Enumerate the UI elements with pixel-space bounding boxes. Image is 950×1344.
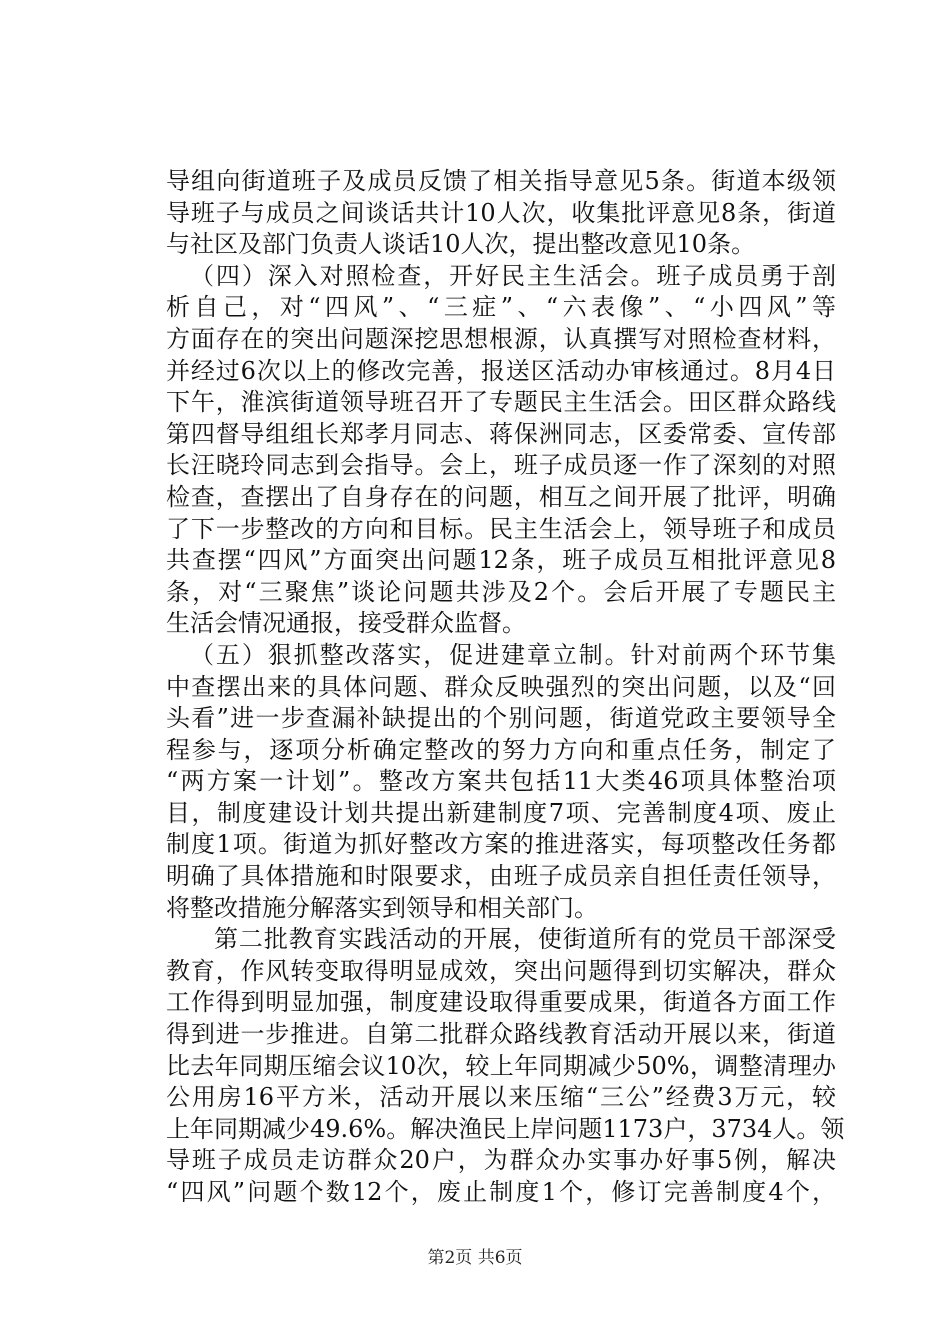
text-line: 制度1项。街道为抓好整改方案的推进落实，每项整改任务都 xyxy=(166,830,836,859)
text-line: 析自己，对“四风”、“三症”、“六表像”、“小四风”等 xyxy=(166,293,836,322)
text-line: 中查摆出来的具体问题、群众反映强烈的突出问题，以及“回 xyxy=(166,672,836,701)
text-line: 了下一步整改的方向和目标。民主生活会上，领导班子和成员 xyxy=(166,514,836,543)
text-line: “两方案一计划”。整改方案共包括11大类46项具体整治项 xyxy=(166,767,836,796)
text-line: 目，制度建设计划共提出新建制度7项、完善制度4项、废止 xyxy=(166,798,836,827)
text-line: （五）狠抓整改落实，促进建章立制。针对前两个环节集 xyxy=(190,640,836,669)
text-line: 方面存在的突出问题深挖思想根源，认真撰写对照检查材料， xyxy=(166,324,836,353)
text-line: 长汪晓玲同志到会指导。会上，班子成员逐一作了深刻的对照 xyxy=(166,451,836,480)
text-line: 第四督导组组长郑孝月同志、蒋保洲同志，区委常委、宣传部 xyxy=(166,419,836,448)
text-line: 教育，作风转变取得明显成效，突出问题得到切实解决，群众 xyxy=(166,956,836,985)
text-line: 导班子与成员之间谈话共计10人次，收集批评意见8条，街道 xyxy=(166,198,836,227)
text-line: 条，对“三聚焦”谈论问题共涉及2个。会后开展了专题民主 xyxy=(166,577,836,606)
text-line: 得到进一步推进。自第二批群众路线教育活动开展以来，街道 xyxy=(166,1020,836,1049)
text-line: 将整改措施分解落实到领导和相关部门。 xyxy=(166,893,598,922)
text-line: 头看”进一步查漏补缺提出的个别问题，街道党政主要领导全 xyxy=(166,704,836,733)
text-line: 工作得到明显加强，制度建设取得重要成果，街道各方面工作 xyxy=(166,988,836,1017)
text-line: 公用房16平方米，活动开展以来压缩“三公”经费3万元，较 xyxy=(166,1083,836,1112)
text-line: 程参与，逐项分析确定整改的努力方向和重点任务，制定了 xyxy=(166,735,836,764)
text-line: 并经过6次以上的修改完善，报送区活动办审核通过。8月4日 xyxy=(166,356,836,385)
text-line: （四）深入对照检查，开好民主生活会。班子成员勇于剖 xyxy=(190,261,836,290)
text-line: 上年同期减少49.6%。解决渔民上岸问题1173户，3734人。领 xyxy=(166,1114,845,1143)
text-line: 生活会情况通报，接受群众监督。 xyxy=(166,609,526,638)
text-line: “四风”问题个数12个，废止制度1个，修订完善制度4个， xyxy=(166,1178,836,1206)
page-number-label: 第2页 共6页 xyxy=(427,1248,523,1268)
text-line: 导班子成员走访群众20户，为群众办实事办好事5例，解决 xyxy=(166,1146,836,1175)
page-footer xyxy=(0,1247,950,1269)
text-line: 导组向街道班子及成员反馈了相关指导意见5条。街道本级领 xyxy=(166,167,836,195)
text-line: 共查摆“四风”方面突出问题12条，班子成员互相批评意见8 xyxy=(166,546,836,575)
text-line: 与社区及部门负责人谈话10人次，提出整改意见10条。 xyxy=(166,230,756,259)
text-line: 检查，查摆出了自身存在的问题，相互之间开展了批评，明确 xyxy=(166,482,836,511)
text-line: 比去年同期压缩会议10次，较上年同期减少50%，调整清理办 xyxy=(166,1051,836,1080)
document-body xyxy=(166,166,845,1209)
text-line: 明确了具体措施和时限要求，由班子成员亲自担任责任领导， xyxy=(166,862,836,891)
text-line: 第二批教育实践活动的开展，使街道所有的党员干部深受 xyxy=(214,925,836,954)
text-line: 下午，淮滨街道领导班召开了专题民主生活会。田区群众路线 xyxy=(166,388,836,417)
